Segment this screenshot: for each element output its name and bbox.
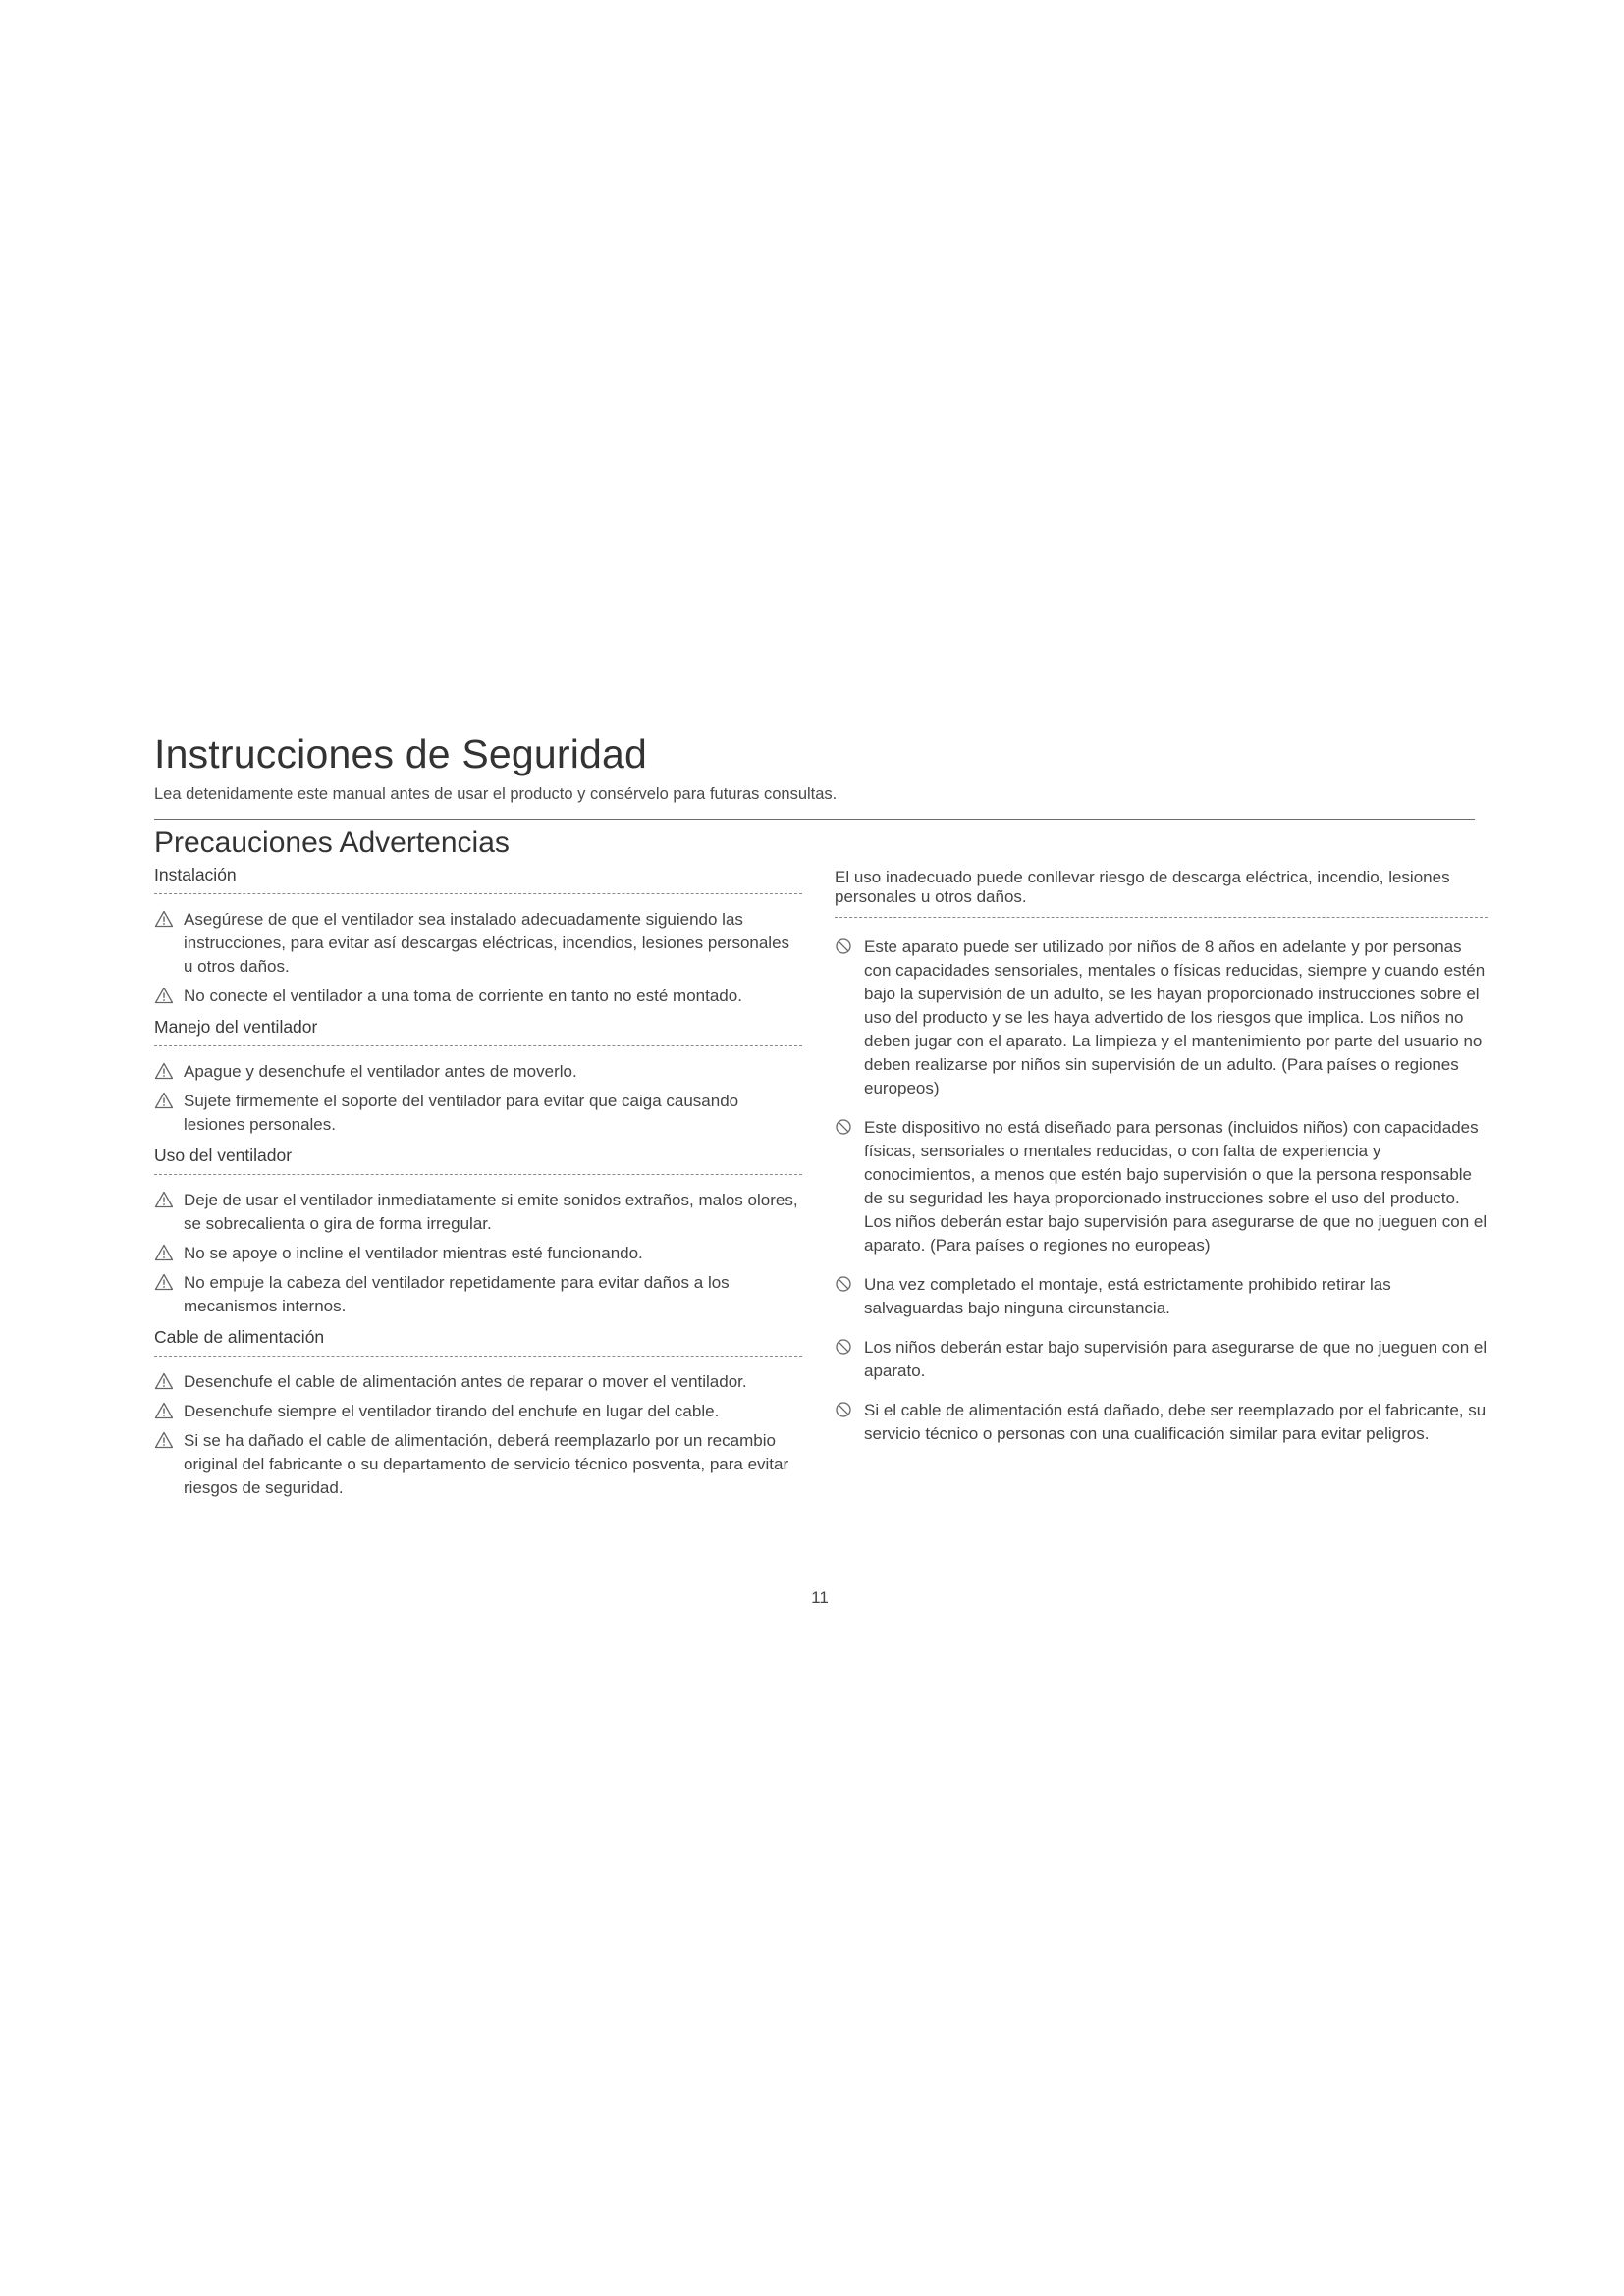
dashed-divider [154, 1356, 802, 1357]
item-text: No empuje la cabeza del ventilador repetidamente para evitar daños a los mecanismos internos. [184, 1273, 730, 1315]
group-heading-cable: Cable de alimentación [154, 1327, 325, 1347]
item-text: No se apoye o incline el ventilador mientras esté funcionando. [184, 1244, 643, 1262]
item-text: Este dispositivo no está diseñado para personas (incluidos niños) con capacidades físicas, sensoriales o mentales reducidas, o con falta de experiencia y conocimientos, a menos que estén bajo supervisión o que la persona responsable de su seguridad les haya proporcionado instrucciones sobre el uso del producto. Los niños deberán estar bajo supervisión para asegurarse de que no jueguen con el aparato. (Para países o regiones no europeas) [864, 1118, 1488, 1255]
page-subtitle: Lea detenidamente este manual antes de usar el producto y consérvelo para futuras consultas. [154, 785, 838, 803]
group-heading-instalacion: Instalación [154, 865, 237, 884]
prohibited-icon [835, 1116, 864, 1136]
warning-triangle-icon [154, 908, 184, 928]
list-item [835, 1273, 1488, 1320]
section-title: Precauciones Advertencias [154, 827, 510, 859]
list-item [154, 985, 802, 1008]
dashed-divider [154, 1045, 802, 1046]
list-item [154, 1271, 802, 1318]
prohibited-icon [835, 1273, 864, 1293]
list-item [835, 935, 1488, 1100]
list-item [835, 1399, 1488, 1446]
item-text: Si el cable de alimentación está dañado, debe ser reemplazado por el fabricante, su servicio técnico o personas con una cualificación similar para evitar peligros. [864, 1401, 1487, 1443]
item-text: Sujete firmemente el soporte del ventilador para evitar que caiga causando lesiones personales. [184, 1092, 739, 1134]
warning-triangle-icon [154, 1060, 184, 1080]
warning-triangle-icon [154, 1189, 184, 1208]
warning-triangle-icon [154, 1370, 184, 1390]
page-title: Instrucciones de Seguridad [154, 731, 648, 776]
list-item [154, 1400, 802, 1423]
prohibited-icon [835, 1399, 864, 1418]
item-text: No conecte el ventilador a una toma de corriente en tanto no esté montado. [184, 987, 742, 1005]
right-intro: El uso inadecuado puede conllevar riesgo de descarga eléctrica, incendio, lesiones personales u otros daños. [835, 868, 1450, 906]
title-divider [154, 819, 1475, 820]
item-text: Este aparato puede ser utilizado por niños de 8 años en adelante y por personas con capacidades sensoriales, mentales o físicas reducidas, siempre y cuando estén bajo la supervisión de un adulto, se les hayan proporcionado instrucciones sobre el uso del producto y se les haya advertido de los riesgos que implica. Los niños no deben jugar con el aparato. La limpieza y el mantenimiento por parte del usuario no deben realizarse por niños sin supervisión de un adulto. (Para países o regiones europeos) [864, 937, 1486, 1097]
item-text: Desenchufe el cable de alimentación antes de reparar o mover el ventilador. [184, 1372, 747, 1391]
list-item [154, 1370, 802, 1394]
dashed-divider [154, 893, 802, 894]
item-text: Deje de usar el ventilador inmediatamente si emite sonidos extraños, malos olores, se sobrecalienta o gira de forma irregular. [184, 1191, 798, 1233]
list-item [154, 1429, 802, 1500]
item-text: Si se ha dañado el cable de alimentación, deberá reemplazarlo por un recambio original del fabricante o su departamento de servicio técnico posventa, para evitar riesgos de seguridad. [184, 1431, 789, 1497]
group-heading-uso: Uso del ventilador [154, 1146, 293, 1165]
item-text: Apague y desenchufe el ventilador antes de moverlo. [184, 1062, 577, 1081]
left-column [154, 862, 802, 1506]
group-heading-manejo: Manejo del ventilador [154, 1017, 318, 1037]
warning-triangle-icon [154, 1400, 184, 1419]
list-item [154, 1242, 802, 1265]
item-text: Desenchufe siempre el ventilador tirando del enchufe en lugar del cable. [184, 1402, 720, 1420]
item-text: Una vez completado el montaje, está estrictamente prohibido retirar las salvaguardas bajo ninguna circunstancia. [864, 1275, 1391, 1317]
item-text: Los niños deberán estar bajo supervisión para asegurarse de que no jueguen con el aparato. [864, 1338, 1488, 1380]
list-item [154, 908, 802, 979]
dashed-divider [154, 1174, 802, 1175]
prohibited-icon [835, 1336, 864, 1356]
dashed-divider [835, 917, 1488, 918]
list-item [154, 1189, 802, 1236]
list-item [154, 1060, 802, 1084]
page-number: 11 [811, 1588, 829, 1607]
warning-triangle-icon [154, 1271, 184, 1291]
list-item [835, 1116, 1488, 1257]
list-item [835, 1336, 1488, 1383]
warning-triangle-icon [154, 1242, 184, 1261]
prohibited-icon [835, 935, 864, 955]
item-text: Asegúrese de que el ventilador sea instalado adecuadamente siguiendo las instrucciones, para evitar así descargas eléctricas, incendios, lesiones personales u otros daños. [184, 910, 790, 976]
warning-triangle-icon [154, 1429, 184, 1449]
warning-triangle-icon [154, 1090, 184, 1109]
list-item [154, 1090, 802, 1137]
warning-triangle-icon [154, 985, 184, 1004]
right-column [835, 868, 1488, 1462]
